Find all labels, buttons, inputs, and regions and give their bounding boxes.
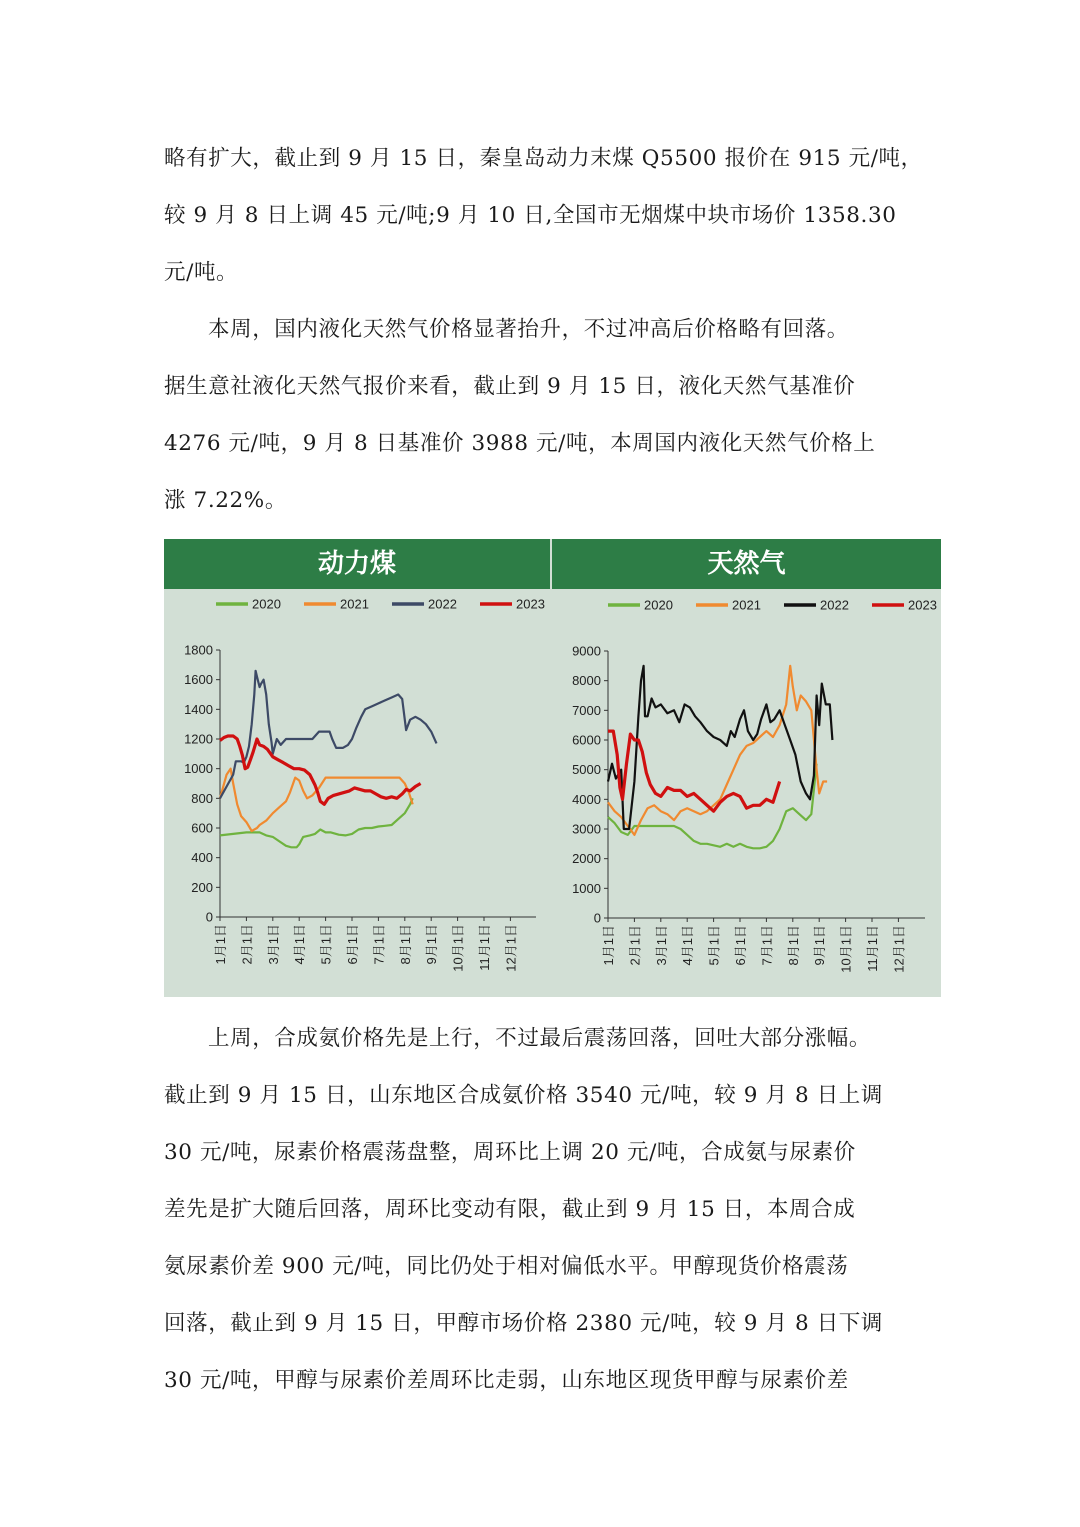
y-tick-label: 3000 (572, 821, 601, 837)
text-line: 涨 7.22%。 (164, 488, 287, 513)
text-line: 本周，国内液化天然气价格显著抬升，不过冲高后价格略有回落。 (208, 317, 849, 342)
x-tick-label: 4月1日 (292, 924, 308, 965)
x-tick-label: 2月1日 (627, 925, 643, 966)
text-line: 30 元/吨，尿素价格震荡盘整，周环比上调 20 元/吨，合成氨与尿素价 (164, 1140, 856, 1165)
x-tick-label: 10月1日 (450, 924, 466, 972)
x-tick-label: 8月1日 (785, 925, 801, 966)
y-tick-label: 1000 (572, 880, 601, 896)
y-tick-label: 200 (191, 879, 213, 895)
x-tick-label: 8月1日 (397, 924, 413, 965)
legend-label-2022: 2022 (820, 597, 849, 613)
x-tick-label: 12月1日 (891, 925, 907, 973)
text-line: 略有扩大，截止到 9 月 15 日，秦皇岛动力末煤 Q5500 报价在 915 元/吨， (164, 146, 923, 171)
x-tick-label: 5月1日 (318, 924, 334, 965)
x-tick-label: 3月1日 (265, 924, 281, 965)
legend-label-2021: 2021 (340, 596, 369, 612)
chart-title-gas: 天然气 (552, 539, 941, 589)
paragraph-lng-price (164, 301, 916, 529)
y-tick-label: 600 (191, 820, 213, 836)
y-tick-label: 800 (191, 790, 213, 806)
text-line: 截止到 9 月 15 日，山东地区合成氨价格 3540 元/吨，较 9 月 8 日上调 (164, 1083, 883, 1108)
y-tick-label: 2000 (572, 851, 601, 867)
legend-label-2021: 2021 (732, 597, 761, 613)
y-tick-label: 0 (205, 909, 213, 925)
y-tick-label: 9000 (572, 643, 601, 659)
y-tick-label: 6000 (572, 732, 601, 748)
text-line: 回落，截止到 9 月 15 日，甲醇市场价格 2380 元/吨，较 9 月 8 日下调 (164, 1311, 883, 1336)
legend-label-2020: 2020 (252, 596, 281, 612)
paragraph-coal-price (164, 130, 923, 301)
y-tick-label: 1800 (184, 642, 213, 658)
text-line: 氨尿素价差 900 元/吨，同比仍处于相对偏低水平。甲醇现货价格震荡 (164, 1254, 849, 1279)
text-line: 上周，合成氨价格先是上行，不过最后震荡回落，回吐大部分涨幅。 (208, 1026, 872, 1051)
x-tick-label: 9月1日 (424, 924, 440, 965)
x-tick-label: 6月1日 (345, 924, 360, 965)
legend-label-2023: 2023 (516, 596, 545, 612)
gas-line-chart (552, 589, 941, 997)
y-tick-label: 1600 (184, 672, 213, 688)
x-tick-label: 7月1日 (371, 924, 387, 965)
text-line: 差先是扩大随后回落，周环比变动有限，截止到 9 月 15 日，本周合成 (164, 1197, 856, 1222)
x-tick-label: 9月1日 (812, 925, 828, 966)
y-tick-label: 1200 (184, 731, 213, 747)
y-tick-label: 8000 (572, 673, 601, 689)
x-tick-label: 11月1日 (865, 925, 880, 972)
x-tick-label: 10月1日 (838, 925, 854, 973)
text-line: 4276 元/吨，9 月 8 日基准价 3988 元/吨，本周国内液化天然气价格上 (164, 431, 876, 456)
x-tick-label: 1月1日 (213, 924, 228, 965)
x-tick-label: 3月1日 (653, 925, 669, 966)
x-tick-label: 11月1日 (477, 924, 492, 971)
x-tick-label: 5月1日 (706, 925, 722, 966)
y-tick-label: 400 (191, 850, 213, 866)
y-tick-label: 0 (593, 910, 601, 926)
x-tick-label: 2月1日 (239, 924, 255, 965)
y-tick-label: 4000 (572, 791, 601, 807)
legend-label-2023: 2023 (908, 597, 937, 613)
y-tick-label: 1400 (184, 701, 213, 717)
series-line-2020 (220, 798, 413, 847)
x-tick-label: 7月1日 (759, 925, 775, 966)
y-tick-label: 7000 (572, 702, 601, 718)
x-tick-label: 4月1日 (680, 925, 696, 966)
x-tick-label: 1月1日 (601, 925, 616, 966)
series-line-2021 (220, 769, 413, 831)
chart-title-coal: 动力煤 (164, 539, 550, 589)
chart-figure (164, 539, 941, 997)
x-tick-label: 6月1日 (733, 925, 748, 966)
text-line: 30 元/吨，甲醇与尿素价差周环比走弱，山东地区现货甲醇与尿素价差 (164, 1368, 849, 1393)
text-line: 较 9 月 8 日上调 45 元/吨;9 月 10 日,全国市无烟煤中块市场价 1358.30 (164, 203, 897, 228)
y-tick-label: 1000 (184, 761, 213, 777)
legend-label-2020: 2020 (644, 597, 673, 613)
legend-label-2022: 2022 (428, 596, 457, 612)
series-line-2022 (220, 671, 437, 799)
x-tick-label: 12月1日 (503, 924, 519, 972)
text-line: 据生意社液化天然气报价来看，截止到 9 月 15 日，液化天然气基准价 (164, 374, 856, 399)
text-line: 元/吨。 (164, 260, 239, 285)
coal-line-chart (164, 589, 552, 997)
paragraph-ammonia-methanol (164, 1010, 916, 1409)
y-tick-label: 5000 (572, 762, 601, 778)
